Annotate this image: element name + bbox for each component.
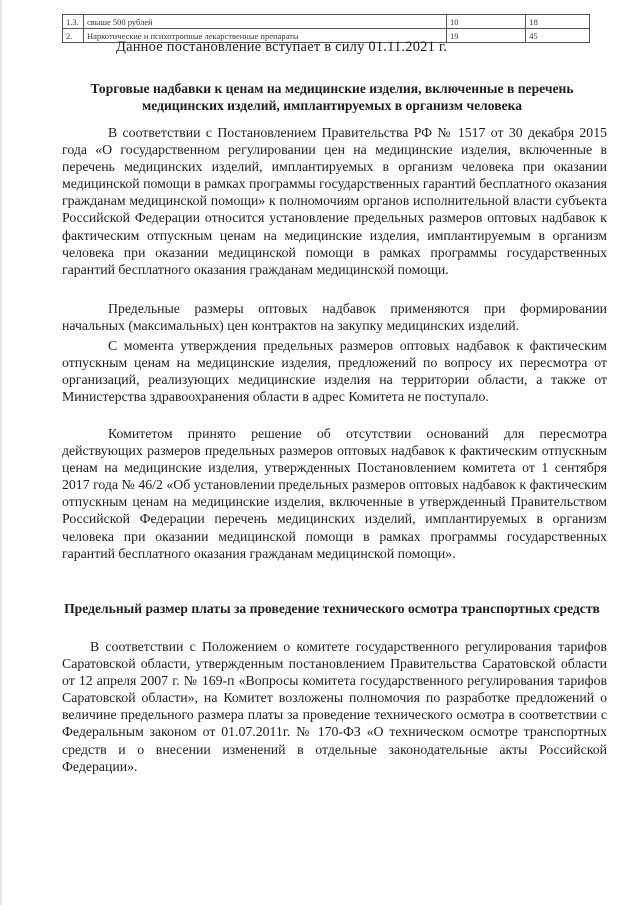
paragraph: Комитетом принято решение об отсутствии оснований для пересмотра действующих размеров предельных размеров оптовых надбавок к фактическим отпускным ценам на медицинские изделия, утвержденных Постановлением комитета от 1 сентября 2017 года № 46/2 «Об установлении предельных размеров оптовых надбавок к фактическим отпускным ценам на медицинские изделия, включенные в утвержденный Правительством Российской Федерации перечень медицинских изделий, имплантируемых в организм человека при оказании медицинской помощи в рамках программы государственных гарантий бесплатного оказания гражданам медицинской помощи». <box>62 426 607 561</box>
row-number: 2. <box>63 29 84 43</box>
row-value-2: 45 <box>526 29 590 43</box>
row-name: Наркотические и психотропные лекарственные препараты <box>83 29 446 43</box>
scan-edge <box>0 0 2 905</box>
paragraph: С момента утверждения предельных размеров оптовых надбавок к фактическим отпускным ценам на медицинские изделия, предложений по вопросу их пересмотра от организаций, реализующих медицинские изделия на территории области, а также от Министерства здравоохранения области в адрес Комитета не поступало. <box>62 338 607 405</box>
row-value-2: 18 <box>526 15 590 29</box>
paragraph: В соответствии с Постановлением Правительства РФ № 1517 от 30 декабря 2015 года «О государственном регулировании цен на медицинские изделия, включенные в перечень медицинских изделий, имплантируемых в организм человека при оказании медицинской помощи в рамках программы государственных гарантий бесплатного оказания гражданам медицинской помощи» к полномочиям органов исполнительной власти субъекта Российской Федерации относится установление предельных размеров оптовых надбавок к фактическим отпускным ценам на медицинские изделия, имплантируемым в организм человека при оказании медицинской помощи в рамках программы государственных гарантий бесплатного оказания гражданам медицинской помощи. <box>62 125 607 277</box>
effective-date-note: Данное постановление вступает в силу 01.11.2021 г. <box>116 39 448 55</box>
paragraph: Предельные размеры оптовых надбавок применяются при формировании начальных (максимальных) цен контрактов на закупку медицинских изделий. <box>62 301 607 334</box>
table-row <box>63 15 590 29</box>
paragraph: В соответствии с Положением о комитете государственного регулирования тарифов Саратовской области, утвержденным постановлением Правительства Саратовской области от 12 апреля 2007 г. № 169-п «Вопросы комитета государственного регулирования тарифов Саратовской области», на Комитет возложены полномочия по разработке предложений о величине предельного размера платы за проведение технического осмотра в соответствии с Федеральным законом от 01.07.2011г. № 170-ФЗ «О техническом осмотре транспортных средств и о внесении изменений в отдельные законодательные акты Российской Федерации». <box>62 639 607 774</box>
section-heading-technical-inspection: Предельный размер платы за проведение технического осмотра транспортных средств <box>64 601 600 616</box>
row-value-1: 10 <box>447 15 526 29</box>
row-value-1: 19 <box>447 29 526 43</box>
row-number: 1.3. <box>63 15 84 29</box>
row-name: свыше 500 рублей <box>83 15 446 29</box>
section-heading-medical-devices: Торговые надбавки к ценам на медицинские изделия, включенные в перечень медицинских изделий, имплантируемых в организм человека <box>90 81 574 113</box>
